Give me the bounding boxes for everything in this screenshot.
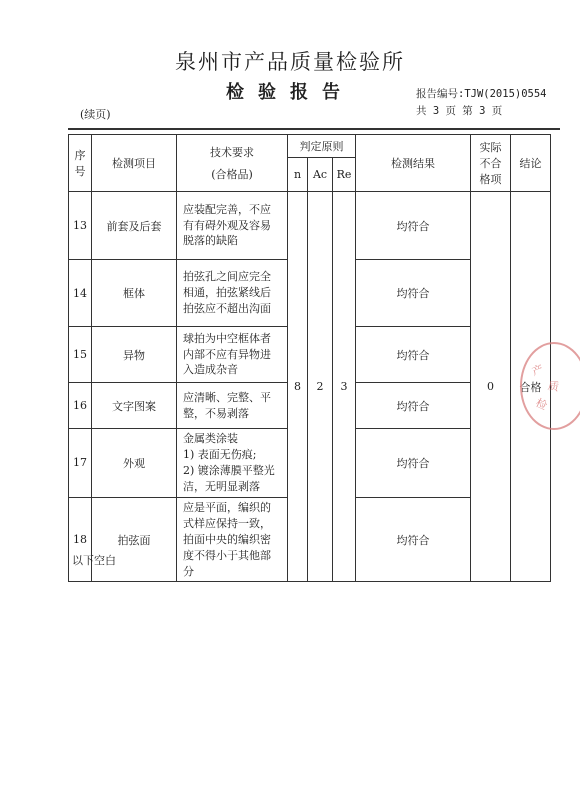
criteria-re-value: 3 [333, 192, 356, 582]
header-requirement [177, 135, 288, 192]
header-ac: Ac [308, 158, 333, 192]
header-requirement-line2: (合格品) [211, 168, 253, 181]
header-criteria: 判定原则 [288, 135, 356, 158]
header-re: Re [333, 158, 356, 192]
row-result: 均符合 [356, 383, 471, 429]
header-nonconform: 实际不合格项 [471, 135, 511, 192]
header-result: 检测结果 [356, 135, 471, 192]
row-item: 异物 [92, 327, 177, 383]
row-item: 文字图案 [92, 383, 177, 429]
row-requirement: 金属类涂装 1) 表面无伤痕; 2) 镀涂薄膜平整光洁，无明显剥落 [177, 429, 288, 498]
row-requirement: 拍弦孔之间应完全相通，拍弦紧线后拍弦应不超出沟面 [177, 260, 288, 327]
criteria-n-value: 8 [288, 192, 308, 582]
row-result: 均符合 [356, 192, 471, 260]
page-info: 共 3 页 第 3 页 [416, 105, 503, 117]
row-result: 均符合 [356, 327, 471, 383]
conclusion-value: 合格 [511, 192, 551, 582]
criteria-ac-value: 2 [308, 192, 333, 582]
report-title: 检验报告 [226, 82, 354, 103]
row-requirement: 应清晰、完整、平整，不易剥落 [177, 383, 288, 429]
end-note: 以下空白 [72, 554, 116, 567]
row-result: 均符合 [356, 497, 471, 582]
row-result: 均符合 [356, 260, 471, 327]
row-item: 外观 [92, 429, 177, 498]
row-result: 均符合 [356, 429, 471, 498]
row-seq: 15 [69, 327, 92, 383]
organization-name: 泉州市产品质量检验所 [175, 50, 405, 74]
row-seq: 18 [69, 497, 92, 582]
row-requirement: 应是平面，编织的式样应保持一致，拍面中央的编织密度不得小于其他部分 [177, 497, 288, 582]
header-n: n [288, 158, 308, 192]
header-conclusion: 结论 [511, 135, 551, 192]
row-requirement: 球拍为中空框体者内部不应有异物进入造成杂音 [177, 327, 288, 383]
row-seq: 16 [69, 383, 92, 429]
row-item: 拍弦面 [92, 497, 177, 582]
header-requirement-line1: 技术要求 [210, 146, 254, 159]
row-item: 前套及后套 [92, 192, 177, 260]
header-item: 检测项目 [92, 135, 177, 192]
row-seq: 17 [69, 429, 92, 498]
continued-label: (续页) [80, 108, 111, 121]
row-item: 框体 [92, 260, 177, 327]
header-seq: 序号 [69, 135, 92, 192]
nonconform-value: 0 [471, 192, 511, 582]
row-seq: 14 [69, 260, 92, 327]
inspection-seal-stamp: 产 质 检 [520, 342, 580, 430]
report-number: 报告编号:TJW(2015)0554 [416, 88, 547, 100]
inspection-table [68, 134, 551, 582]
row-requirement: 应装配完善，不应有有碍外观及容易脱落的缺陷 [177, 192, 288, 260]
header-divider [68, 128, 560, 130]
row-seq: 13 [69, 192, 92, 260]
